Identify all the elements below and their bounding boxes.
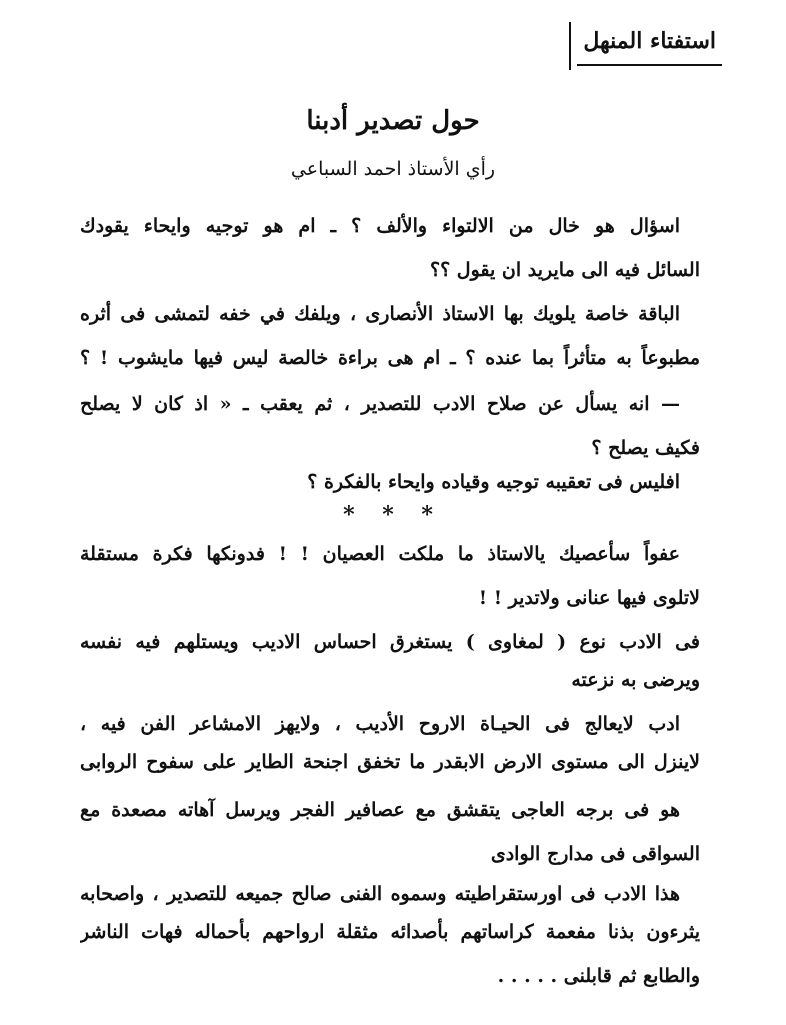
body-line: عفواً سأعصيك يالاستاذ ما ملكت العصيان ! ! فدونكها فكرة مستقلة	[80, 543, 680, 565]
section-header: استفتاء المنهل	[577, 28, 722, 66]
body-line: ويرضى به نزعته	[571, 669, 700, 691]
body-line: السواقى فى مدارج الوادى	[490, 843, 700, 865]
article-subtitle: رأي الأستاذ احمد السباعي	[290, 158, 496, 180]
body-line: لاتلوى فيها عنانى ولاتدير ! !	[478, 587, 700, 609]
body-line: فى الادب نوع ( لمغاوى ) يستغرق احساس الاديب ويستلهم فيه نفسه	[80, 631, 700, 653]
body-line: فكيف يصلح ؟	[591, 437, 700, 459]
body-line: ادب لايعالج فى الحيـاة الاروح الأديب ، ولايهز الامشاعر الفن فيه ،	[80, 713, 680, 735]
article-title: حول تصدير أدبنا	[306, 106, 480, 136]
body-line: افليس فى تعقيبه توجيه وقياده وايحاء بالفكرة ؟	[307, 471, 680, 493]
body-line: يثرءون بذنا مفعمة كراساتهم بأصدائه مثقلة ارواحهم بأحماله فهات الناشر	[80, 921, 700, 943]
body-line: مطبوعاً به متأثراً بما عنده ؟ ـ ام هى براءة خالصة ليس فيها مايشوب ! ؟	[80, 347, 700, 369]
body-line: والطابع ثم قابلنى . . . . .	[497, 965, 700, 987]
body-line: هذا الادب فى اورستقراطيته وسموه الفنى صالح جميعه للتصدير ، واصحابه	[80, 883, 680, 905]
body-line: الباقة خاصة يلويك بها الاستاذ الأنصارى ، ويلفك في خفه لتمشى فى أثره	[80, 303, 680, 325]
body-line: لاينزل الى مستوى الارض الابقدر ما تخفق اجنحة الطاير على سفوح الروابى	[80, 751, 700, 773]
body-line: هو فى برجه العاجى يتقشق مع عصافير الفجر ويرسل آهاته مصعدة مع	[80, 799, 680, 821]
body-line: اسؤال هو خال من الالتواء والألف ؟ ـ ام هو توجيه وايحاء يقودك	[80, 215, 680, 237]
body-line: — انه يسأل عن صلاح الادب للتصدير ، ثم يعقب ـ « اذ كان لا يصلح	[80, 393, 680, 415]
section-separator: * * *	[343, 502, 443, 528]
body-line: السائل فيه الى مايريد ان يقول ؟؟	[430, 259, 700, 281]
